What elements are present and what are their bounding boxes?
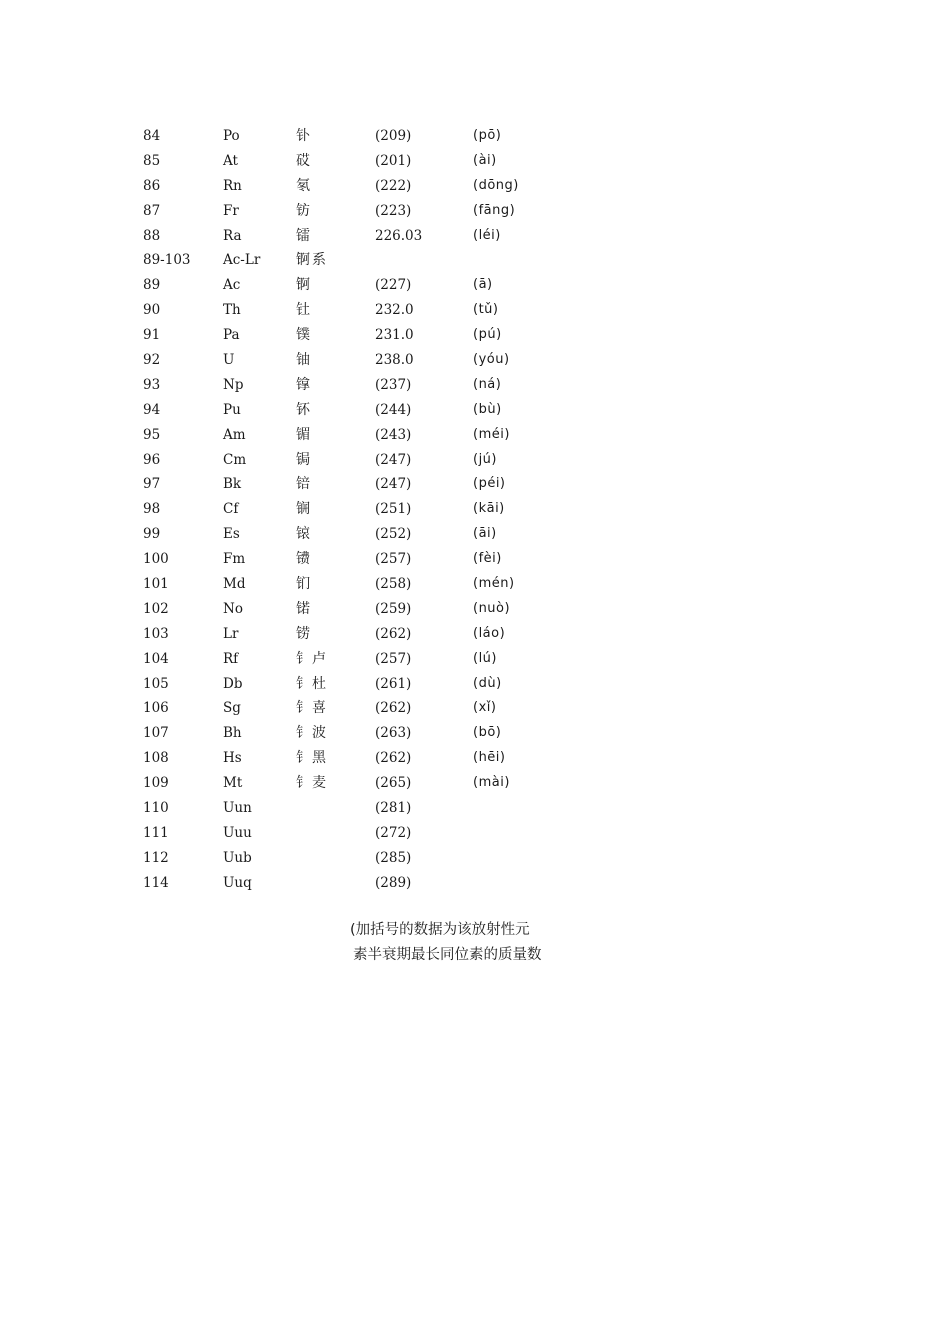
element-symbol: Pu xyxy=(223,401,241,418)
element-symbol: Ac-Lr xyxy=(223,252,261,269)
table-row xyxy=(143,672,563,697)
atomic-mass: (247) xyxy=(375,451,412,468)
table-row xyxy=(143,348,563,373)
atomic-mass: 232.0 xyxy=(375,302,414,319)
pinyin-reading: (tǔ) xyxy=(473,302,499,318)
element-symbol: Mt xyxy=(223,775,243,792)
atomic-mass: (257) xyxy=(375,551,412,568)
table-row xyxy=(143,821,563,846)
atomic-mass: (285) xyxy=(375,849,412,866)
table-row xyxy=(143,572,563,597)
footnote-line-2: 素半衰期最长同位素的质量数 xyxy=(353,947,542,963)
atomic-mass: (252) xyxy=(375,526,412,543)
atomic-number: 98 xyxy=(143,501,161,518)
atomic-number: 97 xyxy=(143,476,161,493)
element-name: 锿 xyxy=(296,526,312,543)
table-row xyxy=(143,696,563,721)
atomic-mass: (265) xyxy=(375,775,412,792)
element-name: 镭 xyxy=(296,227,312,244)
element-name: 钅卢 xyxy=(296,650,328,667)
pinyin-reading: (pō) xyxy=(473,128,502,143)
atomic-number: 101 xyxy=(143,576,169,593)
table-row xyxy=(143,522,563,547)
atomic-mass: (209) xyxy=(375,128,412,144)
atomic-number: 114 xyxy=(143,874,169,891)
element-name: 砹 xyxy=(296,152,312,169)
atomic-number: 91 xyxy=(143,327,161,344)
element-name: 镎 xyxy=(296,376,312,393)
table-row xyxy=(143,721,563,746)
element-symbol: Fr xyxy=(223,202,239,219)
element-name: 钚 xyxy=(296,401,312,418)
atomic-mass: (263) xyxy=(375,725,412,742)
table-row xyxy=(143,199,563,224)
atomic-number: 107 xyxy=(143,725,169,742)
atomic-number: 105 xyxy=(143,675,169,692)
element-symbol: Pa xyxy=(223,327,240,344)
element-name: 钅麦 xyxy=(296,775,328,792)
pinyin-reading: (bù) xyxy=(473,401,502,417)
atomic-mass: (251) xyxy=(375,501,412,518)
pinyin-reading: (bō) xyxy=(473,725,502,741)
pinyin-reading: (fèi) xyxy=(473,551,502,567)
element-name: 钅波 xyxy=(296,725,328,742)
pinyin-reading: (ná) xyxy=(473,376,502,392)
table-row xyxy=(143,771,563,796)
pinyin-reading: (fāng) xyxy=(473,202,516,218)
element-name: 钫 xyxy=(296,202,312,219)
atomic-number: 86 xyxy=(143,177,161,194)
element-symbol: Po xyxy=(223,128,240,144)
pinyin-reading: (dù) xyxy=(473,675,502,691)
atomic-number: 100 xyxy=(143,551,169,568)
table-row xyxy=(143,448,563,473)
atomic-mass: (244) xyxy=(375,401,412,418)
element-symbol: Cm xyxy=(223,451,247,468)
element-symbol: Db xyxy=(223,675,243,692)
pinyin-reading: (lú) xyxy=(473,650,497,666)
atomic-number: 111 xyxy=(143,824,169,841)
element-name: 钅杜 xyxy=(296,675,328,692)
atomic-number: 93 xyxy=(143,376,161,393)
pinyin-reading: (āi) xyxy=(473,526,497,542)
pinyin-reading: (ā) xyxy=(473,277,493,293)
pinyin-reading: (pú) xyxy=(473,327,502,343)
element-symbol: Uuq xyxy=(223,874,252,891)
footnote xyxy=(350,918,580,968)
element-name: 氡 xyxy=(296,177,312,194)
atomic-number: 104 xyxy=(143,650,169,667)
atomic-number: 87 xyxy=(143,202,161,219)
pinyin-reading: (láo) xyxy=(473,625,506,641)
element-symbol: Bk xyxy=(223,476,242,493)
element-symbol: Cf xyxy=(223,501,239,518)
atomic-number: 112 xyxy=(143,849,169,866)
pinyin-reading: (nuò) xyxy=(473,600,511,616)
pinyin-reading: (yóu) xyxy=(473,352,510,368)
atomic-number: 109 xyxy=(143,775,169,792)
atomic-number: 96 xyxy=(143,451,161,468)
table-row xyxy=(143,248,563,273)
atomic-number: 94 xyxy=(143,401,161,418)
table-row xyxy=(143,174,563,199)
pinyin-reading: (jú) xyxy=(473,451,497,467)
atomic-mass: (222) xyxy=(375,177,412,194)
pinyin-reading: (méi) xyxy=(473,426,510,442)
table-row xyxy=(143,796,563,821)
table-row xyxy=(143,846,563,871)
atomic-number: 92 xyxy=(143,352,161,369)
atomic-mass: (272) xyxy=(375,824,412,841)
element-symbol: Es xyxy=(223,526,240,543)
footnote-line-1: (加括号的数据为该放射性元 xyxy=(350,922,530,938)
table-row xyxy=(143,398,563,423)
element-name: 锕系 xyxy=(296,252,328,269)
element-symbol: Uuu xyxy=(223,824,252,841)
table-row xyxy=(143,149,563,174)
element-symbol: Am xyxy=(223,426,246,443)
atomic-mass: (262) xyxy=(375,750,412,767)
element-name: 钍 xyxy=(296,302,312,319)
element-symbol: Rf xyxy=(223,650,239,667)
table-row xyxy=(143,497,563,522)
atomic-mass: 238.0 xyxy=(375,352,414,369)
element-symbol: Hs xyxy=(223,750,242,767)
atomic-number: 89 xyxy=(143,277,161,294)
atomic-mass: 226.03 xyxy=(375,227,423,244)
element-name: 铹 xyxy=(296,625,312,642)
table-row xyxy=(143,597,563,622)
element-symbol: No xyxy=(223,600,243,617)
element-symbol: Bh xyxy=(223,725,242,742)
table-row xyxy=(143,647,563,672)
element-symbol: Ac xyxy=(223,277,241,294)
element-symbol: Ra xyxy=(223,227,242,244)
atomic-number: 102 xyxy=(143,600,169,617)
element-name: 铀 xyxy=(296,352,312,369)
table-row xyxy=(143,472,563,497)
element-symbol: Uun xyxy=(223,800,252,817)
element-table xyxy=(143,124,563,896)
element-name: 锎 xyxy=(296,501,312,518)
table-row xyxy=(143,423,563,448)
atomic-mass: (262) xyxy=(375,625,412,642)
table-row xyxy=(143,298,563,323)
atomic-mass: (281) xyxy=(375,800,412,817)
atomic-mass: (201) xyxy=(375,152,412,169)
table-row xyxy=(143,323,563,348)
pinyin-reading: (xǐ) xyxy=(473,700,497,716)
element-symbol: Fm xyxy=(223,551,246,568)
element-name: 钔 xyxy=(296,576,312,593)
element-symbol: At xyxy=(223,152,238,169)
atomic-number: 108 xyxy=(143,750,169,767)
atomic-number: 103 xyxy=(143,625,169,642)
pinyin-reading: (péi) xyxy=(473,476,506,492)
atomic-mass: (257) xyxy=(375,650,412,667)
table-row xyxy=(143,871,563,896)
pinyin-reading: (mén) xyxy=(473,576,515,592)
table-row xyxy=(143,124,563,149)
pinyin-reading: (ài) xyxy=(473,152,497,168)
table-row xyxy=(143,273,563,298)
pinyin-reading: (hēi) xyxy=(473,750,506,766)
atomic-mass: (243) xyxy=(375,426,412,443)
element-symbol: Md xyxy=(223,576,246,593)
element-name: 锕 xyxy=(296,277,312,294)
element-symbol: Lr xyxy=(223,625,239,642)
element-symbol: Uub xyxy=(223,849,252,866)
element-name: 钅喜 xyxy=(296,700,328,717)
table-row xyxy=(143,224,563,249)
atomic-number: 99 xyxy=(143,526,161,543)
atomic-number: 89-103 xyxy=(143,252,191,269)
atomic-mass: (261) xyxy=(375,675,412,692)
element-name: 镤 xyxy=(296,327,312,344)
atomic-mass: (227) xyxy=(375,277,412,294)
atomic-mass: (262) xyxy=(375,700,412,717)
atomic-mass: (289) xyxy=(375,874,412,891)
pinyin-reading: (léi) xyxy=(473,227,501,243)
pinyin-reading: (dōng) xyxy=(473,177,519,193)
element-symbol: Sg xyxy=(223,700,241,717)
element-name: 锫 xyxy=(296,476,312,493)
atomic-number: 95 xyxy=(143,426,161,443)
element-name: 镅 xyxy=(296,426,312,443)
atomic-number: 88 xyxy=(143,227,161,244)
table-row xyxy=(143,746,563,771)
element-name: 锔 xyxy=(296,451,312,468)
atomic-mass: (247) xyxy=(375,476,412,493)
element-name: 钋 xyxy=(296,128,312,144)
atomic-number: 106 xyxy=(143,700,169,717)
atomic-number: 85 xyxy=(143,152,161,169)
pinyin-reading: (kāi) xyxy=(473,501,505,517)
element-symbol: Rn xyxy=(223,177,242,194)
atomic-mass: (259) xyxy=(375,600,412,617)
element-name: 镄 xyxy=(296,551,312,568)
atomic-mass: (237) xyxy=(375,376,412,393)
element-name: 钅黑 xyxy=(296,750,328,767)
table-row xyxy=(143,373,563,398)
element-name: 锘 xyxy=(296,600,312,617)
element-symbol: Np xyxy=(223,376,244,393)
atomic-mass: (258) xyxy=(375,576,412,593)
atomic-number: 110 xyxy=(143,800,169,817)
atomic-number: 90 xyxy=(143,302,161,319)
pinyin-reading: (mài) xyxy=(473,775,510,791)
atomic-mass: (223) xyxy=(375,202,412,219)
table-row xyxy=(143,547,563,572)
atomic-number: 84 xyxy=(143,128,161,144)
atomic-mass: 231.0 xyxy=(375,327,414,344)
table-row xyxy=(143,622,563,647)
element-symbol: Th xyxy=(223,302,241,319)
element-symbol: U xyxy=(223,352,235,369)
